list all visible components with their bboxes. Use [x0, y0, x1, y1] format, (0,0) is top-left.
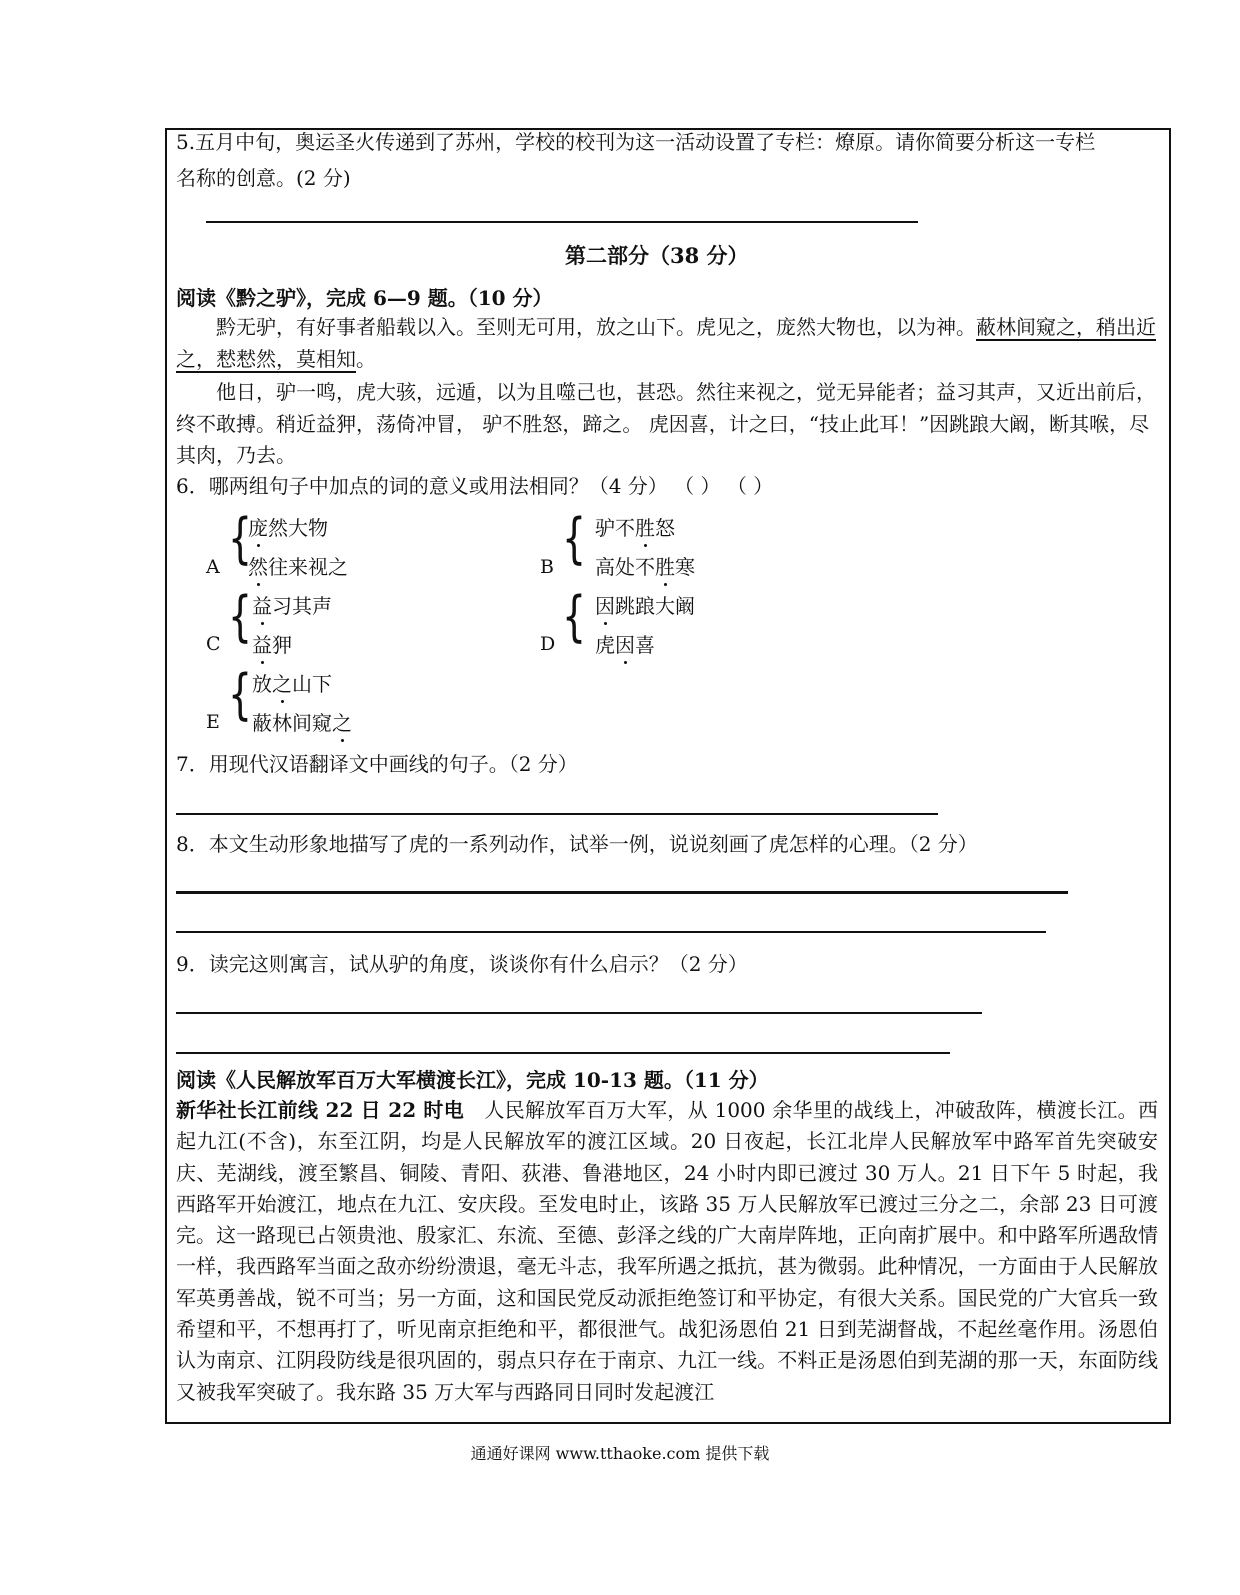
dotted-char: 因 [615, 633, 635, 657]
underlined-sentence-part2: 稍出近之，慭慭然，莫相知 [176, 315, 1156, 371]
dotted-char: 胜 [655, 555, 675, 579]
reading1-heading: 阅读《黔之驴》，完成 6—9 题。（10 分） [176, 286, 553, 310]
reading2-text: 人民解放军百万大军，从 1000 余华里的战线上，冲破敌阵，横渡长江。西起九江(不含)，东至江阴，均是人民解放军的渡江区域。20 日夜起，长江北岸人民解放军中路军首先突破安庆、芜湖线，渡至繁昌、铜陵、青阳、荻港、鲁港地区，24 小时内即已渡过 30 万人。21 日下午 5 时起，我西路军开始渡江，地点在九江、安庆段。至发电时止，该路 35 万人民解放军已渡过三分之二，余部 23 日可渡完。这一路现已占领贵池、殷家汇、东流、至德、彭泽之线的广大南岸阵地，正向南扩展中。和中路军所遇敌情一样，我西路军当面之敌亦纷纷溃退，毫无斗志，我军所遇之抵抗，甚为微弱。此种情况，一方面由于人民解放军英勇善战，锐不可当；另一方面，这和国民党反动派拒绝签订和平协定，有很大关系。国民党的广大官兵一致希望和平，不想再打了，听见南京拒绝和平，都很泄气。战犯汤恩伯 21 日到芜湖督战，不起丝毫作用。汤恩伯认为南京、江阴段防线是很巩固的，弱点只存在于南京、九江一线。不料正是汤恩伯到芜湖的那一天，东面防线又被我军突破了。我东路 35 万大军与西路同日同时发起渡江 [176, 1098, 1159, 1404]
part2-title: 第二部分（38 分） [565, 243, 749, 268]
brace-d: { [562, 585, 587, 648]
option-c-line1: 益习其声 [252, 594, 332, 618]
reading1-paragraph2: 他日，驴一鸣，虎大骇，远遁，以为且噬己也，甚恐。然往来视之，觉无异能者；益习其声，又近出前后，终不敢搏。稍近益狎，荡倚冲冒， 驴不胜怒，蹄之。 虎因喜，计之曰，“技止此耳！”因跳踉大阚，断其喉，尽其肉，乃去。 [176, 380, 1156, 467]
option-e-letter: E [206, 711, 220, 733]
reading1-p1-end: 。 [356, 346, 376, 371]
brace-e: { [228, 663, 253, 726]
option-d-line1: 因跳踉大阚 [595, 594, 695, 618]
answer-line-5 [206, 221, 918, 223]
dotted-char: 益 [252, 633, 272, 657]
option-d-line2: 虎因喜 [595, 633, 655, 657]
option-c-line2: 益狎 [252, 633, 292, 657]
answer-line-7 [176, 813, 938, 815]
option-a-line2: 然往来视之 [248, 555, 348, 579]
question-5-line1: 5.五月中旬，奥运圣火传递到了苏州，学校的校刊为这一活动设置了专栏：燎原。请你简要分析这一专栏 [176, 130, 1096, 154]
dotted-char: 益 [252, 594, 272, 618]
footer-text: 通通好课网 www.tthaoke.com 提供下载 [470, 1444, 770, 1463]
answer-line-9a [176, 1012, 982, 1014]
option-a-letter: A [206, 556, 220, 578]
option-b-line1: 驴不胜怒 [595, 516, 675, 540]
question-8: 8．本文生动形象地描写了虎的一系列动作，试举一例，说说刻画了虎怎样的心理。（2 分） [176, 832, 978, 856]
dotted-char: 因 [595, 594, 615, 618]
option-d-letter: D [540, 633, 556, 655]
reading1-p1-text: 黔无驴，有好事者船载以入。至则无可用，放之山下。虎见之，庞然大物也，以为神。 [216, 315, 976, 339]
underlined-sentence-part1: 蔽林间窥之， [976, 315, 1096, 339]
brace-c: { [228, 585, 253, 648]
option-c-letter: C [206, 633, 221, 655]
question-6-stem: 6．哪两组句子中加点的词的意义或用法相同？（4 分） （ ） （ ） [176, 474, 774, 498]
dotted-char: 胜 [635, 516, 655, 540]
dotted-char: 庞 [248, 516, 268, 540]
option-b-line2: 高处不胜寒 [595, 555, 695, 579]
question-7: 7．用现代汉语翻译文中画线的句子。（2 分） [176, 752, 578, 776]
option-e-line2: 蔽林间窥之 [252, 711, 352, 735]
answer-line-8a [176, 891, 1068, 894]
dotted-char: 之 [332, 711, 352, 735]
option-b-letter: B [540, 556, 554, 578]
brace-a: { [228, 507, 253, 570]
question-9: 9．读完这则寓言，试从驴的角度，谈谈你有什么启示？（2 分） [176, 952, 748, 976]
answer-line-9b [176, 1052, 950, 1054]
answer-line-8b [176, 931, 1046, 933]
option-e-line1: 放之山下 [252, 672, 332, 696]
question-5-line2: 名称的创意。(2 分) [176, 166, 351, 190]
dotted-char: 之 [272, 672, 292, 696]
dotted-char: 然 [248, 555, 268, 579]
option-a-line1: 庞然大物 [248, 516, 328, 540]
reading2-heading: 阅读《人民解放军百万大军横渡长江》，完成 10-13 题。（11 分） [176, 1068, 769, 1092]
reading2-body [176, 1095, 1158, 1408]
reading1-paragraph1 [176, 312, 1158, 375]
reading2-dateline: 新华社长江前线 22 日 22 时电 [176, 1098, 465, 1122]
brace-b: { [562, 507, 587, 570]
